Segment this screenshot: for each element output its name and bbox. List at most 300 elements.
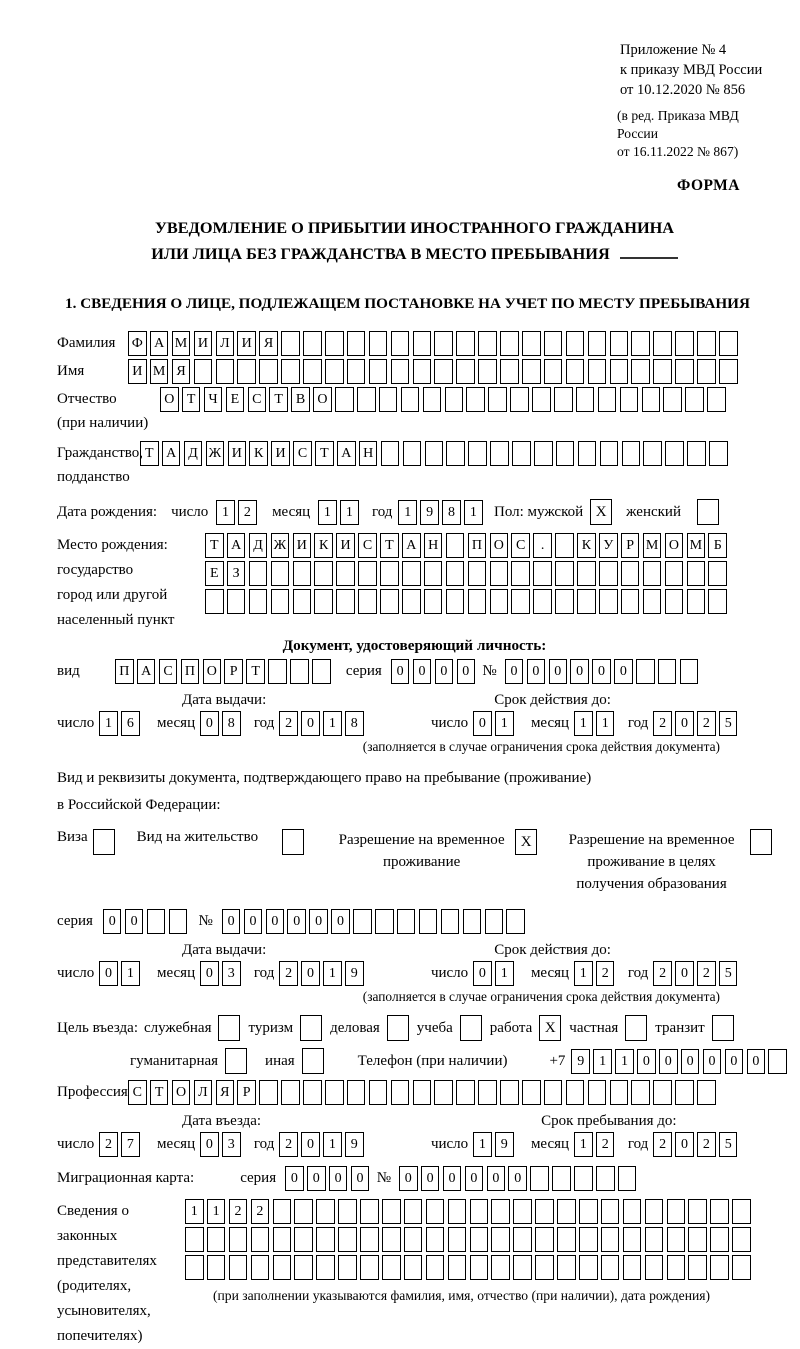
char-cell[interactable] <box>688 1227 707 1252</box>
char-cell[interactable]: 1 <box>615 1049 634 1074</box>
char-cell[interactable] <box>653 359 672 384</box>
char-cell[interactable] <box>631 1080 650 1105</box>
char-cell[interactable] <box>463 909 482 934</box>
char-cell[interactable] <box>645 1227 664 1252</box>
char-cell[interactable] <box>601 1199 620 1224</box>
char-cell[interactable] <box>557 1199 576 1224</box>
visa-checkbox[interactable] <box>93 829 115 855</box>
char-cell[interactable] <box>347 331 366 356</box>
char-cell[interactable] <box>490 589 509 614</box>
char-cell[interactable] <box>353 909 372 934</box>
char-cell[interactable] <box>369 359 388 384</box>
char-cell[interactable]: Р <box>621 533 640 558</box>
char-cell[interactable] <box>312 659 331 684</box>
char-cell[interactable] <box>601 1227 620 1252</box>
char-cell[interactable] <box>470 1199 489 1224</box>
char-cell[interactable] <box>511 561 530 586</box>
char-cell[interactable] <box>588 331 607 356</box>
char-cell[interactable] <box>535 1255 554 1280</box>
char-cell[interactable]: 8 <box>442 500 461 525</box>
char-cell[interactable] <box>404 1255 423 1280</box>
char-cell[interactable]: Е <box>205 561 224 586</box>
char-cell[interactable] <box>522 1080 541 1105</box>
char-cell[interactable]: Т <box>140 441 159 466</box>
char-cell[interactable]: К <box>577 533 596 558</box>
char-cell[interactable] <box>216 359 235 384</box>
char-cell[interactable] <box>185 1227 204 1252</box>
char-cell[interactable] <box>426 1227 445 1252</box>
char-cell[interactable]: 0 <box>301 1132 320 1157</box>
char-cell[interactable] <box>281 331 300 356</box>
char-cell[interactable] <box>456 1080 475 1105</box>
char-cell[interactable] <box>251 1227 270 1252</box>
char-cell[interactable]: 0 <box>99 961 118 986</box>
char-cell[interactable] <box>336 561 355 586</box>
char-cell[interactable] <box>273 1199 292 1224</box>
char-cell[interactable]: 1 <box>596 711 615 736</box>
char-cell[interactable]: С <box>293 441 312 466</box>
char-cell[interactable]: 0 <box>421 1166 440 1191</box>
char-cell[interactable] <box>578 441 597 466</box>
char-cell[interactable] <box>719 331 738 356</box>
char-cell[interactable] <box>645 1255 664 1280</box>
char-cell[interactable] <box>259 1080 278 1105</box>
char-cell[interactable] <box>533 589 552 614</box>
char-cell[interactable]: 9 <box>345 1132 364 1157</box>
char-cell[interactable]: Д <box>249 533 268 558</box>
char-cell[interactable] <box>237 359 256 384</box>
char-cell[interactable] <box>588 1080 607 1105</box>
char-cell[interactable] <box>707 387 726 412</box>
char-cell[interactable]: 0 <box>200 711 219 736</box>
char-cell[interactable] <box>424 561 443 586</box>
char-cell[interactable] <box>577 561 596 586</box>
purpose-private-checkbox[interactable] <box>625 1015 647 1041</box>
char-cell[interactable]: О <box>313 387 332 412</box>
char-cell[interactable]: 0 <box>465 1166 484 1191</box>
purpose-work-checkbox[interactable]: X <box>539 1015 561 1041</box>
char-cell[interactable] <box>574 1166 593 1191</box>
char-cell[interactable]: 2 <box>279 711 298 736</box>
char-cell[interactable] <box>685 387 704 412</box>
char-cell[interactable]: 0 <box>329 1166 348 1191</box>
char-cell[interactable]: 0 <box>614 659 633 684</box>
char-cell[interactable] <box>544 359 563 384</box>
char-cell[interactable] <box>360 1227 379 1252</box>
char-cell[interactable] <box>375 909 394 934</box>
char-cell[interactable] <box>768 1049 787 1074</box>
char-cell[interactable] <box>147 909 166 934</box>
char-cell[interactable] <box>325 331 344 356</box>
char-cell[interactable]: 0 <box>307 1166 326 1191</box>
char-cell[interactable] <box>413 359 432 384</box>
char-cell[interactable] <box>577 589 596 614</box>
char-cell[interactable] <box>511 589 530 614</box>
char-cell[interactable]: 0 <box>125 909 144 934</box>
char-cell[interactable] <box>566 331 585 356</box>
char-cell[interactable]: 3 <box>222 1132 241 1157</box>
char-cell[interactable] <box>271 561 290 586</box>
char-cell[interactable] <box>294 1199 313 1224</box>
char-cell[interactable] <box>491 1227 510 1252</box>
char-cell[interactable]: О <box>172 1080 191 1105</box>
char-cell[interactable]: 2 <box>596 1132 615 1157</box>
char-cell[interactable] <box>290 659 309 684</box>
char-cell[interactable]: Р <box>237 1080 256 1105</box>
char-cell[interactable] <box>425 441 444 466</box>
char-cell[interactable] <box>336 589 355 614</box>
char-cell[interactable] <box>556 441 575 466</box>
char-cell[interactable]: 1 <box>318 500 337 525</box>
char-cell[interactable]: П <box>115 659 134 684</box>
char-cell[interactable]: 8 <box>345 711 364 736</box>
char-cell[interactable] <box>620 387 639 412</box>
char-cell[interactable]: 5 <box>719 711 738 736</box>
char-cell[interactable] <box>448 1199 467 1224</box>
char-cell[interactable] <box>293 589 312 614</box>
char-cell[interactable] <box>419 909 438 934</box>
char-cell[interactable] <box>500 1080 519 1105</box>
char-cell[interactable] <box>294 1227 313 1252</box>
char-cell[interactable] <box>259 359 278 384</box>
char-cell[interactable]: 2 <box>279 1132 298 1157</box>
char-cell[interactable]: П <box>468 533 487 558</box>
char-cell[interactable] <box>576 387 595 412</box>
char-cell[interactable] <box>314 561 333 586</box>
char-cell[interactable] <box>579 1227 598 1252</box>
char-cell[interactable] <box>441 909 460 934</box>
char-cell[interactable]: 0 <box>570 659 589 684</box>
char-cell[interactable] <box>555 561 574 586</box>
char-cell[interactable] <box>631 359 650 384</box>
char-cell[interactable]: Ч <box>204 387 223 412</box>
char-cell[interactable] <box>506 909 525 934</box>
char-cell[interactable]: С <box>358 533 377 558</box>
char-cell[interactable] <box>402 561 421 586</box>
char-cell[interactable]: Ж <box>271 533 290 558</box>
char-cell[interactable] <box>413 1080 432 1105</box>
char-cell[interactable]: М <box>172 331 191 356</box>
char-cell[interactable] <box>658 659 677 684</box>
char-cell[interactable]: С <box>159 659 178 684</box>
char-cell[interactable] <box>488 387 507 412</box>
char-cell[interactable]: И <box>237 331 256 356</box>
char-cell[interactable] <box>566 359 585 384</box>
char-cell[interactable] <box>491 1199 510 1224</box>
char-cell[interactable] <box>623 1199 642 1224</box>
char-cell[interactable] <box>610 331 629 356</box>
char-cell[interactable]: 1 <box>99 711 118 736</box>
char-cell[interactable] <box>665 561 684 586</box>
char-cell[interactable]: 1 <box>473 1132 492 1157</box>
char-cell[interactable]: 9 <box>345 961 364 986</box>
char-cell[interactable]: 1 <box>121 961 140 986</box>
char-cell[interactable]: 2 <box>697 961 716 986</box>
char-cell[interactable] <box>544 331 563 356</box>
char-cell[interactable] <box>229 1255 248 1280</box>
char-cell[interactable]: 0 <box>508 1166 527 1191</box>
purpose-business-checkbox[interactable] <box>387 1015 409 1041</box>
char-cell[interactable] <box>382 1199 401 1224</box>
char-cell[interactable]: 2 <box>251 1199 270 1224</box>
char-cell[interactable] <box>251 1255 270 1280</box>
char-cell[interactable] <box>249 561 268 586</box>
char-cell[interactable]: А <box>150 331 169 356</box>
char-cell[interactable]: 0 <box>399 1166 418 1191</box>
char-cell[interactable] <box>423 387 442 412</box>
char-cell[interactable] <box>688 1199 707 1224</box>
char-cell[interactable]: Л <box>194 1080 213 1105</box>
char-cell[interactable]: П <box>181 659 200 684</box>
purpose-official-checkbox[interactable] <box>218 1015 240 1041</box>
char-cell[interactable] <box>490 561 509 586</box>
char-cell[interactable]: Ф <box>128 331 147 356</box>
char-cell[interactable]: 8 <box>222 711 241 736</box>
char-cell[interactable]: 0 <box>331 909 350 934</box>
char-cell[interactable] <box>194 359 213 384</box>
char-cell[interactable] <box>544 1080 563 1105</box>
char-cell[interactable]: И <box>228 441 247 466</box>
char-cell[interactable] <box>468 561 487 586</box>
char-cell[interactable] <box>358 589 377 614</box>
char-cell[interactable] <box>710 1199 729 1224</box>
char-cell[interactable] <box>273 1227 292 1252</box>
char-cell[interactable] <box>466 387 485 412</box>
char-cell[interactable] <box>207 1255 226 1280</box>
char-cell[interactable] <box>554 387 573 412</box>
char-cell[interactable]: 1 <box>574 1132 593 1157</box>
char-cell[interactable]: 1 <box>574 711 593 736</box>
char-cell[interactable]: Н <box>424 533 443 558</box>
char-cell[interactable] <box>530 1166 549 1191</box>
char-cell[interactable]: 0 <box>725 1049 744 1074</box>
char-cell[interactable]: 0 <box>285 1166 304 1191</box>
char-cell[interactable]: М <box>643 533 662 558</box>
char-cell[interactable] <box>456 359 475 384</box>
char-cell[interactable]: 1 <box>207 1199 226 1224</box>
char-cell[interactable]: 0 <box>473 961 492 986</box>
char-cell[interactable] <box>610 1080 629 1105</box>
char-cell[interactable] <box>653 1080 672 1105</box>
char-cell[interactable] <box>535 1227 554 1252</box>
residence-permit-checkbox[interactable] <box>282 829 304 855</box>
char-cell[interactable] <box>643 589 662 614</box>
char-cell[interactable] <box>470 1255 489 1280</box>
char-cell[interactable]: 0 <box>487 1166 506 1191</box>
char-cell[interactable] <box>513 1199 532 1224</box>
char-cell[interactable]: 1 <box>340 500 359 525</box>
char-cell[interactable] <box>645 1199 664 1224</box>
char-cell[interactable] <box>588 359 607 384</box>
char-cell[interactable] <box>401 387 420 412</box>
char-cell[interactable] <box>448 1255 467 1280</box>
char-cell[interactable] <box>579 1199 598 1224</box>
char-cell[interactable] <box>446 561 465 586</box>
char-cell[interactable]: Я <box>259 331 278 356</box>
char-cell[interactable] <box>360 1255 379 1280</box>
char-cell[interactable] <box>618 1166 637 1191</box>
char-cell[interactable] <box>719 359 738 384</box>
char-cell[interactable] <box>621 589 640 614</box>
char-cell[interactable] <box>271 589 290 614</box>
char-cell[interactable]: Т <box>182 387 201 412</box>
char-cell[interactable] <box>369 331 388 356</box>
char-cell[interactable]: 1 <box>216 500 235 525</box>
char-cell[interactable]: 2 <box>99 1132 118 1157</box>
char-cell[interactable] <box>675 359 694 384</box>
char-cell[interactable] <box>710 1227 729 1252</box>
char-cell[interactable] <box>281 359 300 384</box>
char-cell[interactable]: 0 <box>443 1166 462 1191</box>
char-cell[interactable]: С <box>248 387 267 412</box>
char-cell[interactable] <box>667 1255 686 1280</box>
char-cell[interactable] <box>623 1227 642 1252</box>
char-cell[interactable] <box>636 659 655 684</box>
char-cell[interactable]: Р <box>224 659 243 684</box>
char-cell[interactable]: 9 <box>420 500 439 525</box>
char-cell[interactable] <box>599 561 618 586</box>
char-cell[interactable]: 0 <box>473 711 492 736</box>
char-cell[interactable]: С <box>511 533 530 558</box>
char-cell[interactable] <box>510 387 529 412</box>
char-cell[interactable] <box>338 1227 357 1252</box>
char-cell[interactable] <box>513 1227 532 1252</box>
char-cell[interactable] <box>732 1255 751 1280</box>
char-cell[interactable]: К <box>249 441 268 466</box>
char-cell[interactable] <box>205 589 224 614</box>
char-cell[interactable]: 0 <box>747 1049 766 1074</box>
char-cell[interactable] <box>596 1166 615 1191</box>
char-cell[interactable] <box>445 387 464 412</box>
char-cell[interactable]: Т <box>205 533 224 558</box>
char-cell[interactable] <box>708 561 727 586</box>
char-cell[interactable]: 0 <box>435 659 454 684</box>
sex-female-checkbox[interactable] <box>697 499 719 525</box>
char-cell[interactable] <box>610 359 629 384</box>
char-cell[interactable] <box>391 1080 410 1105</box>
char-cell[interactable] <box>281 1080 300 1105</box>
purpose-transit-checkbox[interactable] <box>712 1015 734 1041</box>
char-cell[interactable] <box>631 331 650 356</box>
char-cell[interactable] <box>338 1199 357 1224</box>
char-cell[interactable] <box>598 387 617 412</box>
char-cell[interactable]: 1 <box>464 500 483 525</box>
char-cell[interactable] <box>687 561 706 586</box>
char-cell[interactable]: 1 <box>323 711 342 736</box>
char-cell[interactable] <box>688 1255 707 1280</box>
char-cell[interactable] <box>358 561 377 586</box>
char-cell[interactable] <box>566 1080 585 1105</box>
char-cell[interactable] <box>513 1255 532 1280</box>
char-cell[interactable] <box>391 331 410 356</box>
char-cell[interactable] <box>468 441 487 466</box>
char-cell[interactable]: С <box>128 1080 147 1105</box>
char-cell[interactable] <box>500 331 519 356</box>
temp-residence-checkbox[interactable]: X <box>515 829 537 855</box>
char-cell[interactable] <box>303 1080 322 1105</box>
char-cell[interactable]: 0 <box>675 1132 694 1157</box>
char-cell[interactable] <box>697 359 716 384</box>
char-cell[interactable] <box>448 1227 467 1252</box>
char-cell[interactable] <box>325 359 344 384</box>
char-cell[interactable] <box>478 331 497 356</box>
char-cell[interactable] <box>426 1255 445 1280</box>
char-cell[interactable]: Т <box>269 387 288 412</box>
char-cell[interactable]: 7 <box>121 1132 140 1157</box>
char-cell[interactable]: 1 <box>185 1199 204 1224</box>
char-cell[interactable]: 0 <box>549 659 568 684</box>
char-cell[interactable] <box>687 441 706 466</box>
char-cell[interactable] <box>601 1255 620 1280</box>
char-cell[interactable]: 2 <box>279 961 298 986</box>
char-cell[interactable] <box>294 1255 313 1280</box>
char-cell[interactable] <box>512 441 531 466</box>
char-cell[interactable] <box>391 359 410 384</box>
temp-residence-education-checkbox[interactable] <box>750 829 772 855</box>
char-cell[interactable]: 1 <box>495 961 514 986</box>
char-cell[interactable] <box>347 359 366 384</box>
char-cell[interactable] <box>316 1255 335 1280</box>
char-cell[interactable] <box>599 589 618 614</box>
char-cell[interactable]: 0 <box>244 909 263 934</box>
char-cell[interactable]: 5 <box>719 1132 738 1157</box>
char-cell[interactable] <box>456 331 475 356</box>
char-cell[interactable]: И <box>293 533 312 558</box>
char-cell[interactable]: Ж <box>206 441 225 466</box>
char-cell[interactable] <box>478 1080 497 1105</box>
char-cell[interactable]: 2 <box>653 711 672 736</box>
purpose-tourism-checkbox[interactable] <box>300 1015 322 1041</box>
char-cell[interactable] <box>667 1199 686 1224</box>
char-cell[interactable] <box>360 1199 379 1224</box>
char-cell[interactable] <box>446 533 465 558</box>
char-cell[interactable] <box>397 909 416 934</box>
char-cell[interactable]: И <box>194 331 213 356</box>
char-cell[interactable]: О <box>490 533 509 558</box>
char-cell[interactable]: 1 <box>323 961 342 986</box>
char-cell[interactable]: 0 <box>527 659 546 684</box>
char-cell[interactable]: М <box>150 359 169 384</box>
char-cell[interactable] <box>708 589 727 614</box>
char-cell[interactable]: 1 <box>574 961 593 986</box>
char-cell[interactable] <box>347 1080 366 1105</box>
char-cell[interactable]: 0 <box>703 1049 722 1074</box>
char-cell[interactable] <box>316 1199 335 1224</box>
char-cell[interactable]: Д <box>184 441 203 466</box>
char-cell[interactable] <box>403 441 422 466</box>
char-cell[interactable]: А <box>137 659 156 684</box>
char-cell[interactable]: 0 <box>592 659 611 684</box>
char-cell[interactable]: 2 <box>653 1132 672 1157</box>
char-cell[interactable]: 0 <box>675 961 694 986</box>
char-cell[interactable] <box>491 1255 510 1280</box>
char-cell[interactable] <box>478 359 497 384</box>
char-cell[interactable]: 0 <box>391 659 410 684</box>
char-cell[interactable] <box>380 589 399 614</box>
char-cell[interactable] <box>710 1255 729 1280</box>
char-cell[interactable]: О <box>203 659 222 684</box>
char-cell[interactable] <box>532 387 551 412</box>
char-cell[interactable]: А <box>402 533 421 558</box>
char-cell[interactable] <box>207 1227 226 1252</box>
char-cell[interactable] <box>249 589 268 614</box>
char-cell[interactable] <box>600 441 619 466</box>
char-cell[interactable] <box>404 1227 423 1252</box>
char-cell[interactable] <box>533 561 552 586</box>
char-cell[interactable] <box>382 1255 401 1280</box>
char-cell[interactable] <box>402 589 421 614</box>
char-cell[interactable]: З <box>227 561 246 586</box>
